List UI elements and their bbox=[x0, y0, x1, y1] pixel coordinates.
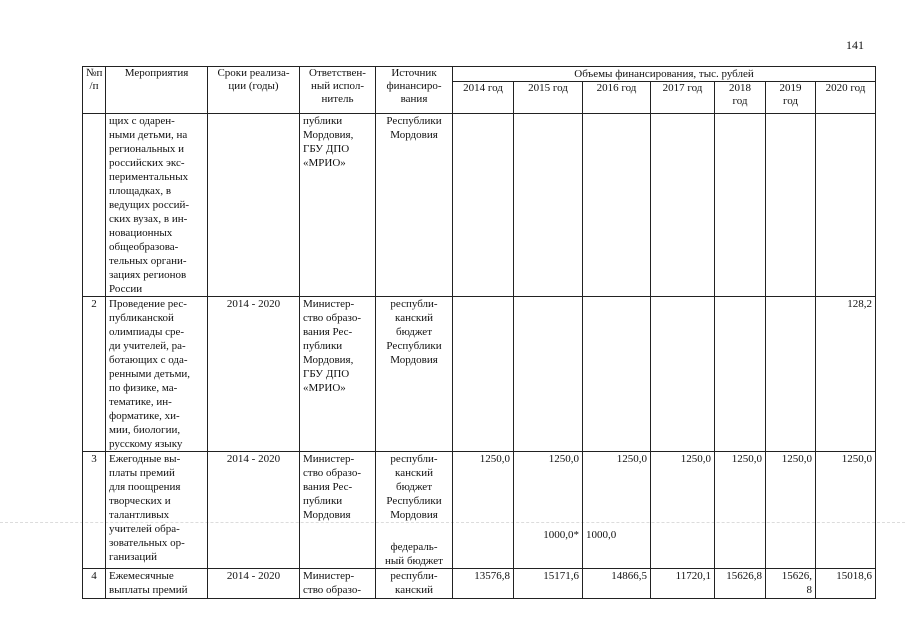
row-event: Ежегодные вы- платы премий для поощрения творческих и талантливых учителей обра- зовательных ор- ганизаций bbox=[106, 452, 208, 569]
financing-table bbox=[82, 66, 876, 599]
row-value: 1250,0 bbox=[731, 453, 762, 465]
row-event: щих с одарен- ными детьми, на региональных и российских экс- периментальных площадках, в ведущих россий- ских вузах, в ин- новационных общеобразова- тельных органи- зациях регионов России bbox=[106, 114, 208, 297]
row-source: республи- канский бюджет Республики Мордовия bbox=[386, 453, 442, 521]
row-value-cell bbox=[715, 452, 766, 569]
row-term bbox=[208, 114, 300, 297]
header-row-1 bbox=[83, 67, 876, 82]
row-value bbox=[514, 297, 583, 452]
row-num: 3 bbox=[83, 452, 106, 569]
row-value bbox=[816, 114, 876, 297]
row-term: 2014 - 2020 bbox=[208, 569, 300, 599]
row-value-cell bbox=[651, 452, 715, 569]
row-source: Республики Мордовия bbox=[376, 114, 453, 297]
row-value-cell bbox=[583, 452, 651, 569]
page-number: 141 bbox=[846, 38, 864, 52]
row-value bbox=[453, 297, 514, 452]
row-value bbox=[715, 114, 766, 297]
header-financing: Объемы финансирования, тыс. рублей bbox=[453, 67, 876, 82]
row-event: Ежемесячные выплаты премий bbox=[106, 569, 208, 599]
row-source: республи- канский бюджет Республики Мордовия bbox=[376, 297, 453, 452]
row-term: 2014 - 2020 bbox=[208, 452, 300, 569]
row-value bbox=[766, 114, 816, 297]
row-value: 15626,8 bbox=[715, 569, 766, 599]
header-year: 2017 год bbox=[651, 82, 715, 114]
header-event: Мероприятия bbox=[106, 67, 208, 114]
row-responsible: публики Мордовия, ГБУ ДПО «МРИО» bbox=[300, 114, 376, 297]
header-responsible: Ответствен- ный испол- нитель bbox=[300, 67, 376, 114]
row-value: 1250,0 bbox=[781, 453, 812, 465]
row-num: 4 bbox=[83, 569, 106, 599]
header-num: №п /п bbox=[83, 67, 106, 114]
row-value-cell bbox=[766, 452, 816, 569]
row-value bbox=[583, 114, 651, 297]
row-value-cell bbox=[514, 452, 583, 569]
header-year: 2018 год bbox=[715, 82, 766, 114]
header-year: 2015 год bbox=[514, 82, 583, 114]
table-row bbox=[83, 569, 876, 599]
row-value bbox=[514, 114, 583, 297]
row-source-federal: федераль- ный бюджет bbox=[385, 541, 443, 567]
header-year: 2019 год bbox=[766, 82, 816, 114]
header-source: Источник финансиро- вания bbox=[376, 67, 453, 114]
row-value: 14866,5 bbox=[583, 569, 651, 599]
row-value bbox=[583, 297, 651, 452]
row-value: 1250,0 bbox=[616, 453, 647, 465]
table-row bbox=[83, 297, 876, 452]
row-value bbox=[651, 297, 715, 452]
row-event: Проведение рес- публиканской олимпиады сре- ди учителей, ра- ботающих с ода- ренными детьми, по физике, ма- тематике, ин- форматике, хи- мии, биологии, русскому языку bbox=[106, 297, 208, 452]
row-responsible: Министер- ство образо- вания Рес- публики Мордовия, ГБУ ДПО «МРИО» bbox=[300, 297, 376, 452]
header-year: 2014 год bbox=[453, 82, 514, 114]
row-responsible: Министер- ство образо- bbox=[300, 569, 376, 599]
row-value: 1250,0 bbox=[479, 453, 510, 465]
row-num: 2 bbox=[83, 297, 106, 452]
row-source-cell bbox=[376, 452, 453, 569]
row-value: 15626, 8 bbox=[766, 569, 816, 599]
row-value-cell bbox=[816, 452, 876, 569]
row-responsible: Министер- ство образо- вания Рес- публики Мордовия bbox=[300, 452, 376, 569]
row-value: 1250,0 bbox=[680, 453, 711, 465]
header-year: 2016 год bbox=[583, 82, 651, 114]
row-value: 1250,0 bbox=[841, 453, 873, 465]
row-value-federal: 1000,0* bbox=[543, 529, 579, 541]
row-value: 15171,6 bbox=[514, 569, 583, 599]
row-value bbox=[715, 297, 766, 452]
header-year: 2020 год bbox=[816, 82, 876, 114]
row-term: 2014 - 2020 bbox=[208, 297, 300, 452]
table-row bbox=[83, 114, 876, 297]
row-num bbox=[83, 114, 106, 297]
row-value bbox=[453, 114, 514, 297]
header-term: Сроки реализа- ции (годы) bbox=[208, 67, 300, 114]
row-value bbox=[766, 297, 816, 452]
row-value-federal: 1000,0 bbox=[586, 529, 617, 541]
table-row bbox=[83, 452, 876, 569]
row-value bbox=[651, 114, 715, 297]
row-value: 1250,0 bbox=[548, 453, 579, 465]
row-value: 128,2 bbox=[816, 297, 876, 452]
row-value: 15018,6 bbox=[816, 569, 876, 599]
row-value-cell bbox=[453, 452, 514, 569]
row-value: 13576,8 bbox=[453, 569, 514, 599]
row-source: республи- канский bbox=[376, 569, 453, 599]
row-value: 11720,1 bbox=[651, 569, 715, 599]
